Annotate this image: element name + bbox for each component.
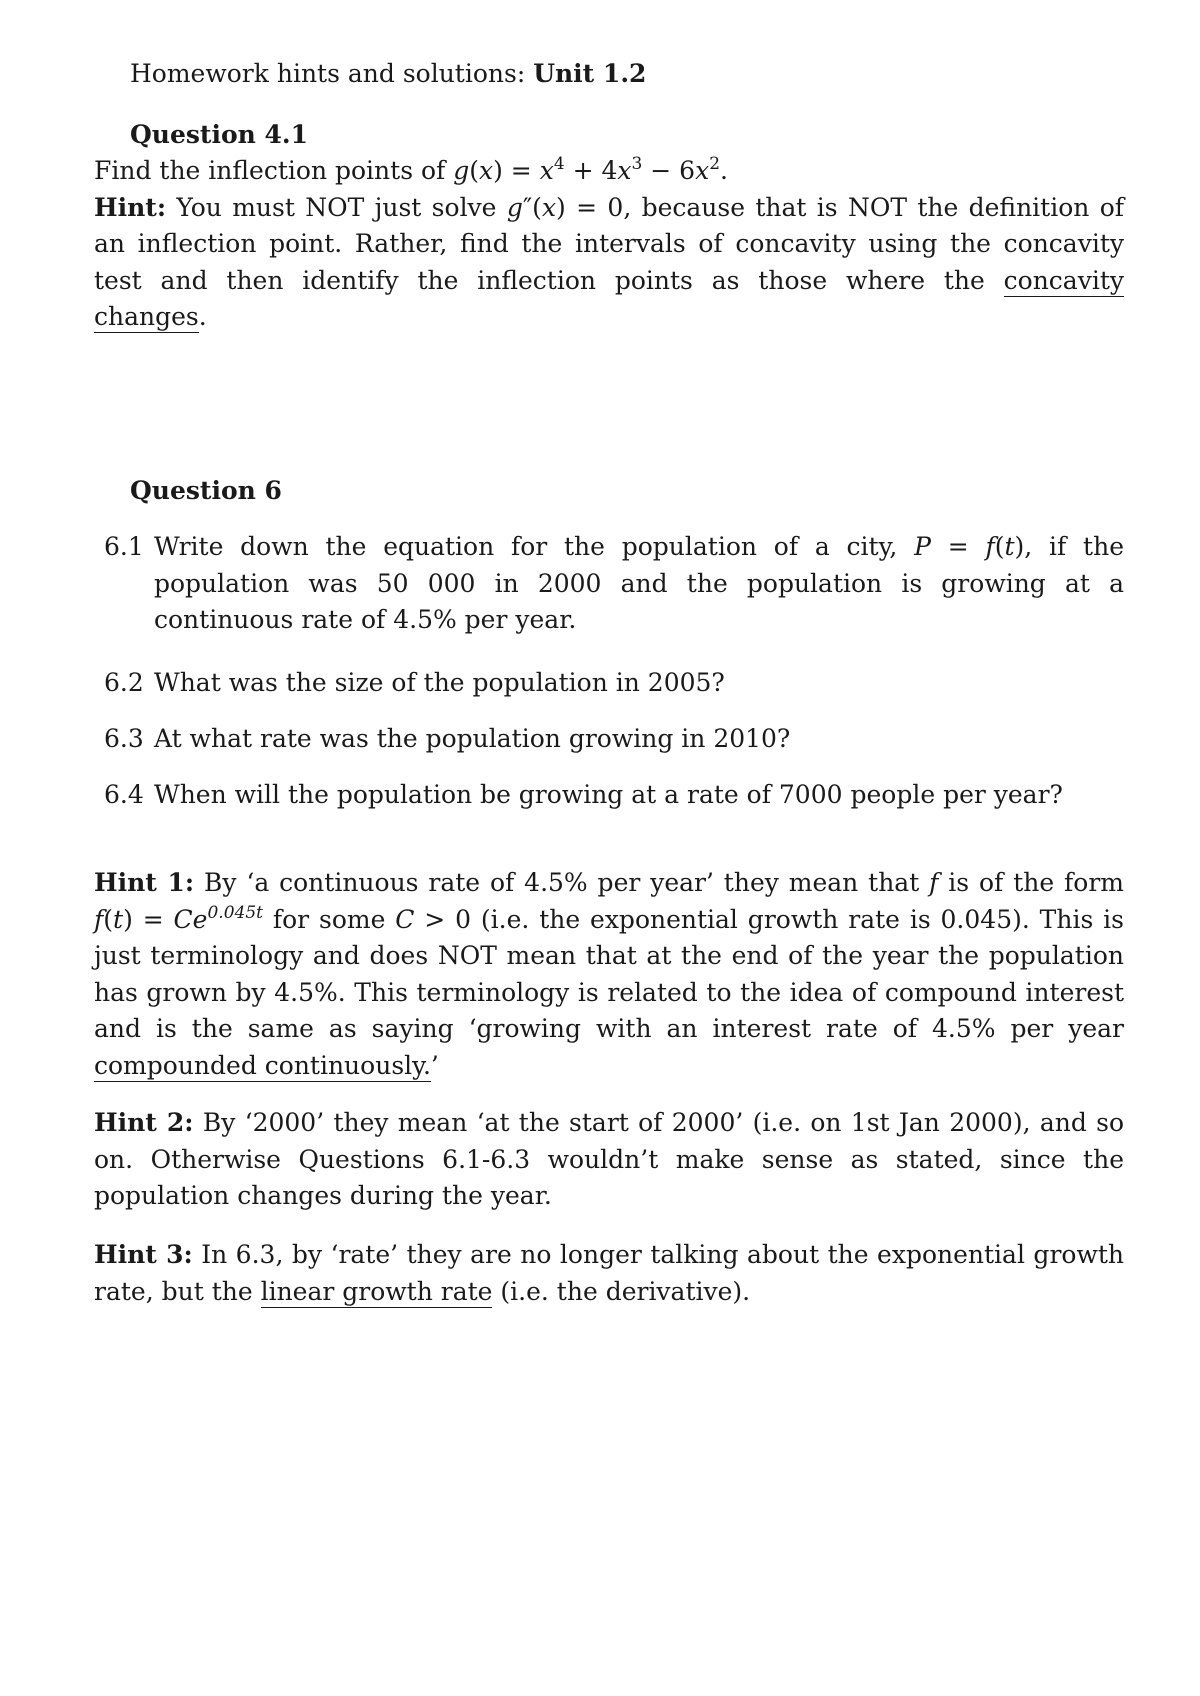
question-4-1-hint: Hint: You must NOT just solve g″(x) = 0, because that is NOT the definition of an inflection point. Rather, find the intervals of concavity using the concavity test and then identify the inflection points as those where the concavity changes. bbox=[94, 192, 1125, 331]
underlined-term: concavity changes bbox=[94, 265, 1124, 331]
item-text: Write down the equation for the population of a city, P = f(t), if the population was 50 000 in 2000 and the population is growing at a continuous rate of 4.5% per year. bbox=[154, 532, 1124, 634]
question-item-6-3 bbox=[104, 721, 1124, 758]
question-6-title: Question 6 bbox=[130, 476, 282, 505]
problem-statement: Find the inflection points of $g(x) = x^4 + 4x^3 - 6x^2$. bbox=[94, 154, 728, 185]
item-number: 6.1 bbox=[104, 532, 144, 561]
hint-label: Hint 2: bbox=[94, 1108, 194, 1137]
hint-3: Hint 3: In 6.3, by ‘rate’ they are no longer talking about the exponential growth rate, but the linear growth rate (i.e. the derivative). bbox=[94, 1240, 1124, 1306]
underlined-term: linear growth rate bbox=[260, 1276, 493, 1306]
question-item-6-2 bbox=[104, 665, 1124, 702]
hint-label: Hint 3: bbox=[94, 1240, 193, 1269]
item-number: 6.2 bbox=[104, 668, 144, 697]
question-item-6-4 bbox=[104, 777, 1124, 814]
item-text: At what rate was the population growing in 2010? bbox=[154, 724, 791, 753]
hint-2: Hint 2: By ‘2000’ they mean ‘at the start of 2000’ (i.e. on 1st Jan 2000), and so on. Otherwise Questions 6.1-6.3 wouldn’t make sense as stated, since the population changes during the year. bbox=[94, 1108, 1125, 1210]
hint-1: Hint 1: By ‘a continuous rate of 4.5% per year’ they mean that f is of the form $f(t) = Ce^{0.045t}$ for some C > 0 (i.e. the exponential growth rate is 0.045). This is just terminology and does NOT mean that at the end of the year the population has grown by 4.5%. This terminology is related to the idea of compound interest and is the same as saying ‘growing with an interest rate of 4.5% per year compounded continuously.’ bbox=[94, 868, 1124, 1080]
item-number: 6.3 bbox=[104, 724, 144, 753]
question-item-6-1 bbox=[104, 529, 1124, 639]
question-4-1-title: Question 4.1 bbox=[130, 120, 309, 149]
item-text: When will the population be growing at a rate of 7000 people per year? bbox=[154, 780, 1063, 809]
page-header: Homework hints and solutions: Unit 1.2 bbox=[130, 59, 647, 88]
underlined-term: compounded continuously. bbox=[94, 1050, 431, 1080]
item-text: What was the size of the population in 2005? bbox=[154, 668, 725, 697]
question-4-1-body bbox=[94, 153, 1124, 336]
unit-label: Unit 1.2 bbox=[533, 59, 647, 88]
hint-label: Hint: bbox=[94, 192, 167, 222]
hint-label: Hint 1: bbox=[94, 868, 195, 897]
item-number: 6.4 bbox=[104, 780, 144, 809]
